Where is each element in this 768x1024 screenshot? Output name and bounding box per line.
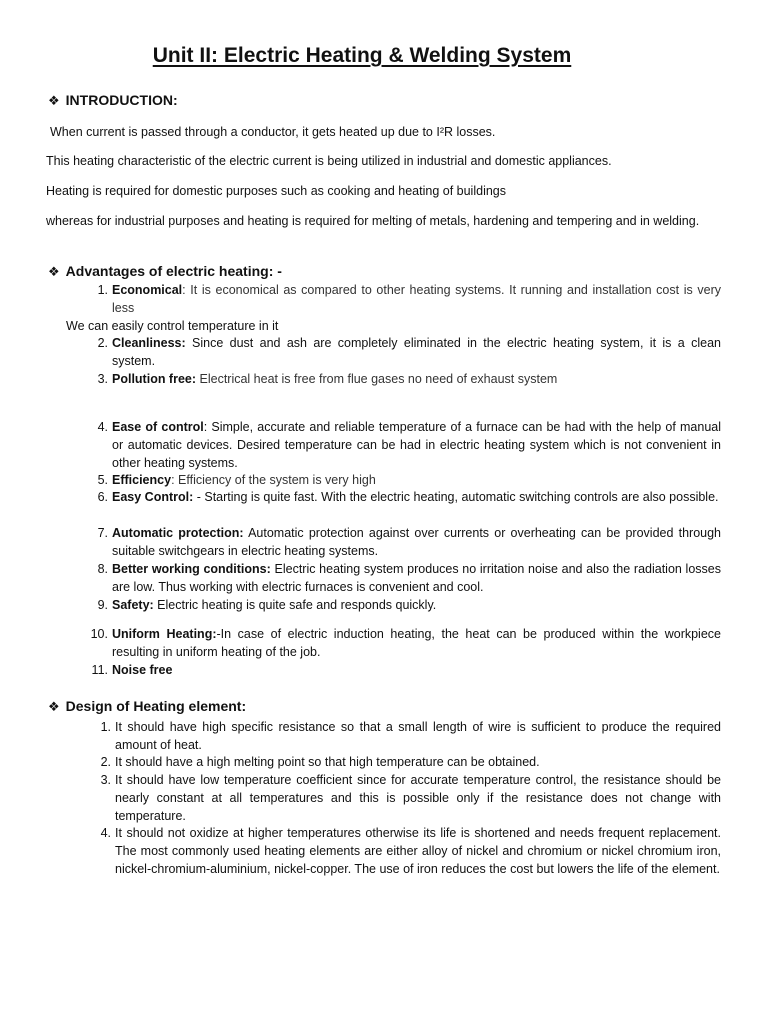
item-term: Ease of control [112, 420, 204, 434]
item-text: Electrical heat is free from flue gases no need of exhaust system [196, 372, 558, 386]
item-term: Efficiency [112, 473, 172, 487]
item-term: Economical [112, 283, 183, 297]
item-term: Easy Control: [112, 490, 194, 504]
item-number: 1. [100, 720, 111, 734]
list-item [90, 625, 721, 661]
item-number: 3. [100, 773, 111, 787]
intro-paragraph: whereas for industrial purposes and heating is required for melting of metals, hardening and tempering and in welding. [46, 214, 700, 228]
item-number: 11. [91, 663, 108, 677]
item-number: 4. [97, 420, 108, 434]
list-item [97, 370, 721, 388]
list-item [91, 661, 721, 679]
item-number: 8. [97, 562, 108, 576]
item-term: Cleanliness: [112, 336, 186, 350]
page-title: Unit II: Electric Heating & Welding System [152, 44, 572, 67]
item-text: : Simple, accurate and reliable temperature of a furnace can be had with the help of manual or automatic devices. Desired temperature can be had in electric heating system which is not convenient in other heating systems. [112, 420, 722, 470]
list-item [100, 824, 721, 878]
diamond-bullet-icon: ❖ [48, 699, 60, 714]
item-text: Electric heating is quite safe and responds quickly. [153, 598, 437, 612]
list-item [97, 471, 721, 489]
item-number: 7. [97, 526, 108, 540]
item-number: 3. [97, 372, 108, 386]
list-item [97, 418, 722, 472]
item-text: It should not oxidize at higher temperatures otherwise its life is shortened and needs frequent replacement. The most commonly used heating elements are either alloy of nickel and chromium or nickel chromium iron, nickel-chromium-aluminium, nickel-copper. The use of iron reduces the cost but lowers the life of the element. [115, 826, 721, 876]
intro-paragraph: When current is passed through a conductor, it gets heated up due to I²R losses. [50, 125, 496, 139]
diamond-bullet-icon: ❖ [48, 93, 60, 108]
advantages-heading [48, 263, 282, 280]
diamond-bullet-icon: ❖ [48, 264, 60, 279]
item-term: Better working conditions: [112, 562, 271, 576]
list-item [97, 488, 721, 506]
design-heading [48, 698, 246, 715]
design-heading-text: Design of Heating element: [65, 698, 247, 714]
item-number: 5. [97, 473, 108, 487]
intro-paragraph: This heating characteristic of the electric current is being utilized in industrial and domestic appliances. [46, 154, 612, 168]
item-number: 4. [100, 826, 111, 840]
item-number: 1. [97, 283, 108, 297]
item-text: - Starting is quite fast. With the electric heating, automatic switching controls are also possible. [193, 490, 719, 504]
intro-heading [48, 92, 178, 109]
item-term: Pollution free: [112, 372, 197, 386]
item-text: Since dust and ash are completely eliminated in the electric heating system, it is a clean system. [112, 336, 721, 368]
advantages-heading-text: Advantages of electric heating: - [65, 263, 282, 279]
item-term: Automatic protection: [112, 526, 244, 540]
item-text: Electric heating system produces no irritation noise and also the radiation losses are low. Thus working with electric furnaces is convenient and cool. [112, 562, 721, 594]
item-text: It should have a high melting point so that high temperature can be obtained. [115, 755, 540, 769]
list-item [97, 281, 721, 317]
list-item [97, 334, 721, 370]
item-number: 2. [97, 336, 108, 350]
item-term: Noise free [112, 663, 173, 677]
advantages-note: We can easily control temperature in it [66, 319, 279, 333]
list-item [97, 524, 722, 560]
list-item [100, 753, 721, 771]
item-number: 6. [97, 490, 108, 504]
list-item [97, 560, 721, 596]
list-item [100, 718, 721, 754]
item-number: 2. [100, 755, 111, 769]
intro-paragraph: Heating is required for domestic purposes such as cooking and heating of buildings [46, 184, 506, 198]
item-text: -In case of electric induction heating, the heat can be produced within the workpiece resulting in uniform heating of the job. [112, 627, 721, 659]
intro-heading-text: INTRODUCTION: [65, 92, 178, 108]
list-item [97, 596, 721, 614]
item-text: : Efficiency of the system is very high [171, 473, 376, 487]
item-number: 10. [90, 627, 108, 641]
item-number: 9. [97, 598, 108, 612]
item-term: Safety: [112, 598, 154, 612]
list-item [100, 771, 721, 825]
item-term: Uniform Heating: [112, 627, 217, 641]
item-text: Automatic protection against over currents or overheating can be provided through suitable switchgears in electric heating systems. [112, 526, 722, 558]
item-text: It should have low temperature coefficient since for accurate temperature control, the resistance should be nearly constant at all temperatures and this is possible only if the resistance does not change with temperature. [115, 773, 721, 823]
item-text: It should have high specific resistance so that a small length of wire is sufficient to produce the required amount of heat. [115, 720, 721, 752]
item-text: : It is economical as compared to other heating systems. It running and installation cost is very less [112, 283, 721, 315]
